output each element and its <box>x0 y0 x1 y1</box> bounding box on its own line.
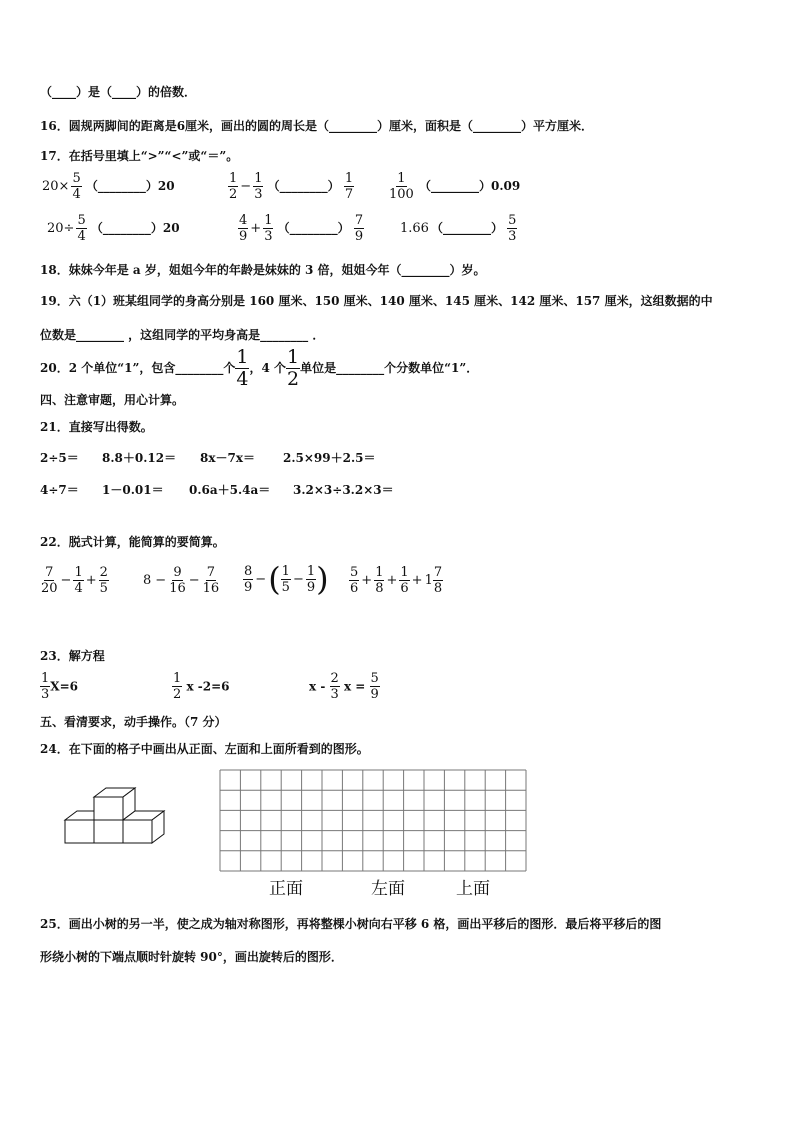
fraction: $\frac{1}{3}$ <box>254 171 263 202</box>
q22-expr-1: $\frac{7}{20}$ − $\frac{1}{4}$ + $\frac{2}{5}$ <box>41 565 108 596</box>
answer-blank[interactable]: （________） <box>90 221 163 235</box>
drawing-grid[interactable] <box>219 769 527 872</box>
q25-line1: 25．画出小树的另一半，使之成为轴对称图形，再将整棵小树向右平移 6 格，画出平移后的图形．最后将平移后的图 <box>40 917 662 931</box>
q16-text: 16．圆规两脚间的距离是6厘米，画出的圆的周长是（________）厘米，面积是（________）平方厘米． <box>40 119 594 133</box>
answer-blank[interactable]: （________） <box>85 179 158 193</box>
q21-item: 8x－7x＝ <box>200 451 256 465</box>
q20-text: 20．2 个单位“1”，包含________个 $\frac{1}{4}$ ，4 个 $\frac{1}{2}$ 单位是________个分数单位“1”． <box>40 346 479 390</box>
fraction: $\frac{7}{9}$ <box>354 213 364 244</box>
q19-line2: 位数是________ ，这组同学的平均身高是________ ． <box>40 328 325 342</box>
section-5-heading: 五、看清要求，动手操作。（7 分） <box>40 715 227 729</box>
q22-title: 22．脱式计算，能简算的要简算。 <box>40 535 225 549</box>
q23-eq-1: $\frac{1}{3}$ X=6 <box>41 671 78 702</box>
answer-blank[interactable]: （________） <box>419 179 492 193</box>
fraction: $\frac{1}{8}$ <box>375 565 384 596</box>
fraction: $\frac{4}{9}$ <box>239 213 248 244</box>
q22-expr-4: $\frac{5}{6}$ + $\frac{1}{8}$ + $\frac{1}{6}$ + 1 $\frac{7}{8}$ <box>350 565 443 596</box>
label-top-view: 上面 <box>456 879 490 899</box>
fraction: $\frac{5}{3}$ <box>508 213 517 244</box>
fraction: $\frac{1}{7}$ <box>344 171 354 202</box>
q17-r2-b: $\frac{4}{9}$ + $\frac{1}{3}$ （________） $\frac{7}{9}$ <box>239 213 364 244</box>
q25-line2: 形绕小树的下端点顺时针旋转 90°，画出旋转后的图形． <box>40 950 343 964</box>
q17-title: 17．在括号里填上“>”“<”或“＝”。 <box>40 149 239 163</box>
fraction: $\frac{1}{2}$ <box>173 671 182 702</box>
fraction: $\frac{1}{5}$ <box>281 563 290 595</box>
fraction: $\frac{9}{16}$ <box>169 565 186 596</box>
q21-item: 0.6a＋5.4a＝ <box>189 483 271 497</box>
q23-title: 23．解方程 <box>40 649 105 663</box>
section-4-heading: 四、注意审题，用心计算。 <box>40 393 185 407</box>
answer-blank[interactable]: （________） <box>430 221 503 235</box>
q21-item: 2÷5＝ <box>40 451 79 465</box>
fraction: $\frac{1}{2}$ <box>287 346 300 390</box>
fraction: $\frac{8}{9}$ <box>244 563 253 595</box>
q17-r1-b: $\frac{1}{2}$ − $\frac{1}{3}$ （________） $\frac{1}{7}$ <box>229 171 354 202</box>
fraction: $\frac{5}{9}$ <box>370 671 379 702</box>
q23-eq-2: $\frac{1}{2}$ x -2=6 <box>173 671 230 702</box>
q19-line1: 19．六（1）班某组同学的身高分别是 160 厘米、150 厘米、140 厘米、145 厘米、142 厘米、157 厘米，这组数据的中 <box>40 294 713 308</box>
q21-item: 8.8＋0.12＝ <box>102 451 177 465</box>
q21-item: 4÷7＝ <box>40 483 79 497</box>
fraction: $\frac{1}{3}$ <box>264 213 273 244</box>
q15-tail: （____）是（____）的倍数． <box>40 85 197 99</box>
q17-r1-a-left: 20× <box>42 179 70 194</box>
q17-r1-c: $\frac{1}{100}$ （________）0.09 <box>389 171 521 202</box>
q21-item: 1－0.01＝ <box>102 483 164 497</box>
fraction: $\frac{1}{9}$ <box>306 563 316 595</box>
q21-item: 3.2×3÷3.2×3＝ <box>293 483 394 497</box>
q18-text: 18．妹妹今年是 a 岁，姐姐今年的年龄是妹妹的 3 倍，姐姐今年（________）岁。 <box>40 263 486 277</box>
q17-r2-c: 1.66 （________） $\frac{5}{3}$ <box>400 213 517 244</box>
q21-title: 21．直接写出得数。 <box>40 420 153 434</box>
q22-expr-3: $\frac{8}{9}$ −( $\frac{1}{5}$ − $\frac{1}{9}$ ) <box>244 560 329 598</box>
fraction: $\frac{1}{100}$ <box>389 171 414 202</box>
answer-blank[interactable]: （________） <box>267 179 340 193</box>
label-left-view: 左面 <box>371 879 405 899</box>
fraction: $\frac{5}{6}$ <box>350 565 359 596</box>
q24-title: 24．在下面的格子中画出从正面、左面和上面所看到的图形。 <box>40 742 369 756</box>
q17-r1-a: 20× $\frac{5}{4}$ （________）20 <box>42 171 175 202</box>
label-front-view: 正面 <box>269 879 303 899</box>
fraction: $\frac{2}{3}$ <box>330 671 339 702</box>
fraction: $\frac{7}{8}$ <box>433 565 443 596</box>
cube-stack-figure <box>60 784 170 856</box>
q23-eq-3: x - $\frac{2}{3}$ x = $\frac{5}{9}$ <box>309 671 379 702</box>
fraction: $\frac{1}{6}$ <box>400 565 409 596</box>
q17-r2-a: 20÷ $\frac{5}{4}$ （________）20 <box>47 213 180 244</box>
fraction: $\frac{1}{4}$ <box>236 346 249 390</box>
fraction: $\frac{1}{3}$ <box>41 671 50 702</box>
fraction: $\frac{2}{5}$ <box>99 565 108 596</box>
fraction: $\frac{1}{2}$ <box>229 171 238 202</box>
q17-r2-a-left: 20÷ <box>47 221 75 236</box>
fraction: $\frac{7}{20}$ <box>41 565 58 596</box>
q21-item: 2.5×99＋2.5＝ <box>283 451 376 465</box>
fraction: $\frac{5}{4}$ <box>72 171 81 202</box>
fraction: $\frac{1}{4}$ <box>74 565 83 596</box>
fraction: $\frac{5}{4}$ <box>77 213 86 244</box>
q22-expr-2: 8 − $\frac{9}{16}$ − $\frac{7}{16}$ <box>143 565 220 596</box>
answer-blank[interactable]: （________） <box>277 221 350 235</box>
fraction: $\frac{7}{16}$ <box>202 565 220 596</box>
